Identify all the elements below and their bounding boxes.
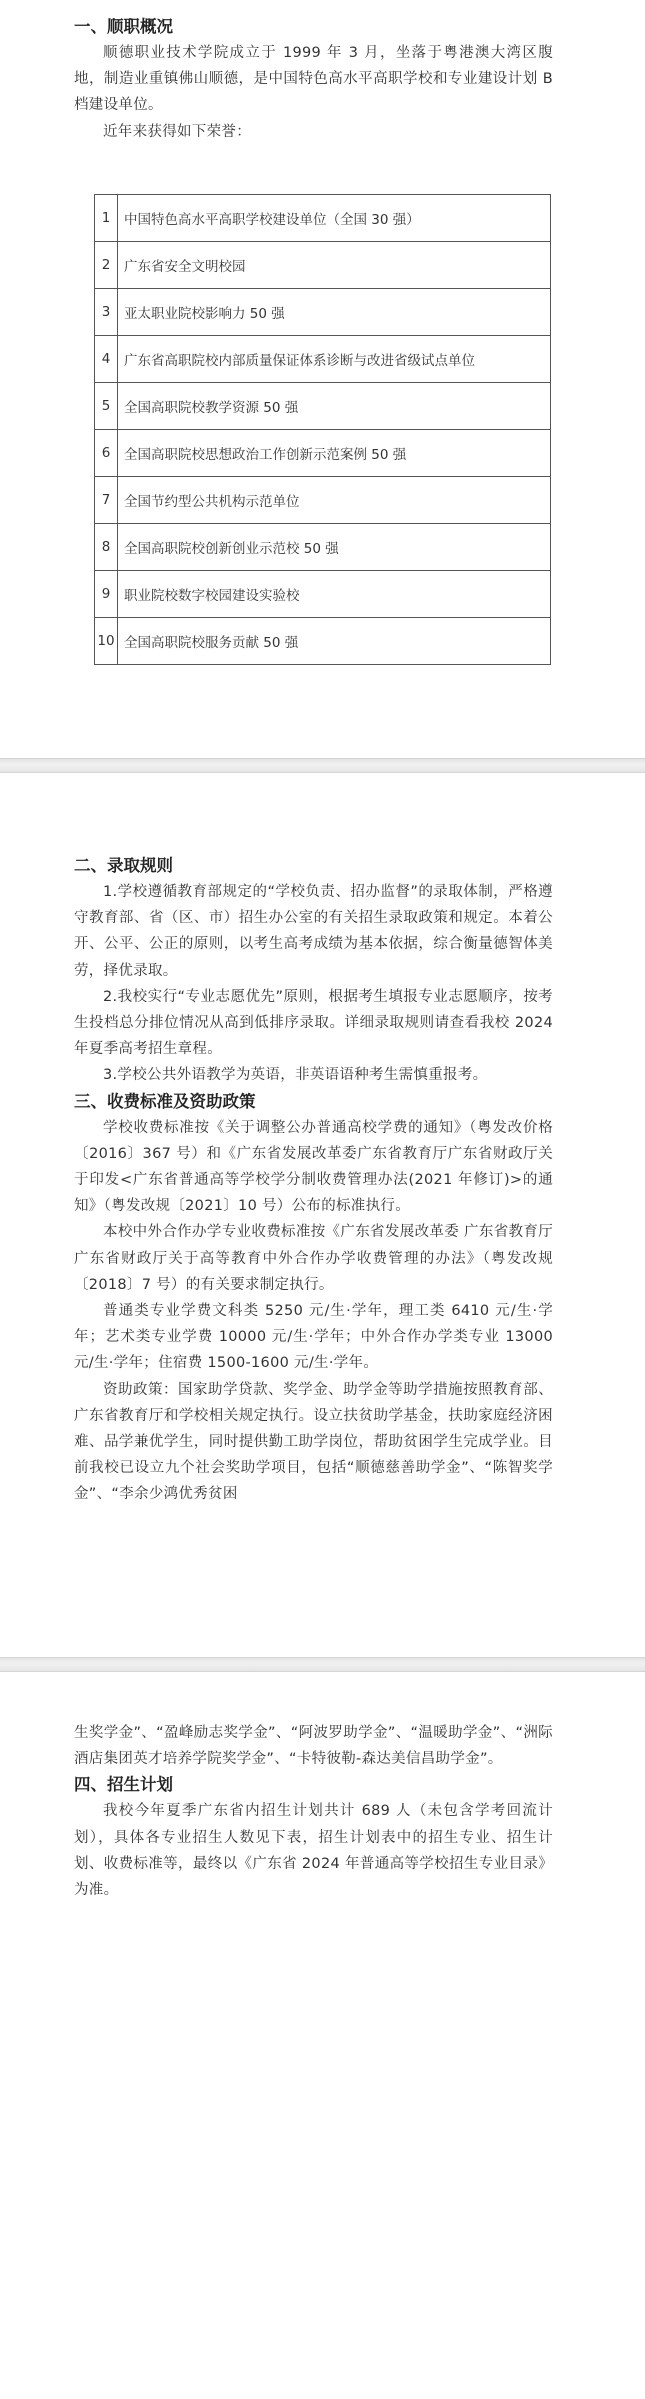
honor-number: 2	[95, 242, 118, 289]
honor-text: 广东省高职院校内部质量保证体系诊断与改进省级试点单位	[118, 336, 551, 383]
section-2-paragraph-3: 3.学校公共外语教学为英语，非英语语种考生需慎重报考。	[103, 1067, 488, 1084]
honor-number: 3	[95, 289, 118, 336]
table-row	[95, 383, 551, 430]
honor-number: 10	[95, 618, 118, 665]
section-3-paragraph-4: 资助政策：国家助学贷款、奖学金、助学金等助学措施按照教育部、广东省教育厅和学校相关规定执行。设立扶贫助学基金，扶助家庭经济困难、品学兼优学生，同时提供勤工助学岗位，帮助贫困学生完成学业。目前我校已设立九个社会奖助学项目，包括“顺德慈善助学金”、“陈智奖学金”、“李余少鸿优秀贫困	[74, 1381, 553, 1503]
section-3-paragraph-3: 普通类专业学费文科类 5250 元/生·学年，理工类 6410 元/生·学年；艺术类专业学费 10000 元/生·学年；中外合作办学类专业 13000 元/生·学年；住宿费 1500-1600 元/生·学年。	[74, 1303, 553, 1372]
document-page-3	[0, 1672, 645, 2399]
honors-table	[94, 194, 551, 665]
honor-number: 8	[95, 524, 118, 571]
section-3-paragraph-1: 学校收费标准按《关于调整公办普通高校学费的通知》（粤发改价格〔2016〕367 号）和《广东省发展改革委广东省教育厅广东省财政厅关于印发<广东省普通高等学校学分制收费管理办法(2021 年修订)>的通知》（粤发改规〔2021〕10 号）公布的标准执行。	[74, 1119, 553, 1215]
page-separator	[0, 1657, 645, 1672]
honor-text: 全国高职院校创新创业示范校 50 强	[118, 524, 551, 571]
honor-number: 9	[95, 571, 118, 618]
table-row	[95, 242, 551, 289]
document-page-1	[0, 0, 645, 758]
honor-text: 全国高职院校服务贡献 50 强	[118, 618, 551, 665]
section-3-continued	[74, 1720, 553, 1903]
section-3-paragraph-4-continued: 生奖学金”、“盈峰励志奖学金”、“阿波罗助学金”、“温暖助学金”、“洲际酒店集团英才培养学院奖学金”、“卡特彼勒-森达美信昌助学金”。	[74, 1725, 553, 1768]
honor-number: 5	[95, 383, 118, 430]
table-row	[95, 289, 551, 336]
honor-number: 7	[95, 477, 118, 524]
section-2-title: 二、录取规则	[74, 856, 173, 875]
table-row	[95, 195, 551, 242]
section-3-paragraph-2: 本校中外合作办学专业收费标准按《广东省发展改革委 广东省教育厅 广东省财政厅关于高等教育中外合作办学收费管理的办法》（粤发改规〔2018〕7 号）的有关要求制定执行。	[74, 1224, 553, 1293]
honor-text: 全国高职院校教学资源 50 强	[118, 383, 551, 430]
table-row	[95, 618, 551, 665]
honor-text: 职业院校数字校园建设实验校	[118, 571, 551, 618]
section-1-paragraph-2: 近年来获得如下荣誉：	[103, 123, 251, 140]
section-1-paragraph-1: 顺德职业技术学院成立于 1999 年 3 月，坐落于粤港澳大湾区腹地，制造业重镇佛山顺德，是中国特色高水平高职学校和专业建设计划 B 档建设单位。	[74, 45, 553, 114]
table-row	[95, 524, 551, 571]
document-page-2	[0, 773, 645, 1657]
section-1-title: 一、顺职概况	[74, 17, 173, 36]
section-3-title: 三、收费标准及资助政策	[74, 1091, 256, 1111]
honor-number: 4	[95, 336, 118, 383]
section-2-paragraph-1: 1.学校遵循教育部规定的“学校负责、招办监督”的录取体制，严格遵守教育部、省（区、市）招生办公室的有关招生录取政策和规定。本着公开、公平、公正的原则，以考生高考成绩为基本依据，综合衡量德智体美劳，择优录取。	[74, 884, 553, 979]
page-separator	[0, 758, 645, 773]
honor-text: 全国高职院校思想政治工作创新示范案例 50 强	[118, 430, 551, 477]
section-1	[74, 14, 553, 145]
section-2-paragraph-2: 2.我校实行“专业志愿优先”原则，根据考生填报专业志愿顺序，按考生投档总分排位情况从高到低排序录取。详细录取规则请查看我校 2024 年夏季高考招生章程。	[74, 988, 553, 1058]
honor-number: 1	[95, 195, 118, 242]
honor-text: 亚太职业院校影响力 50 强	[118, 289, 551, 336]
honor-text: 全国节约型公共机构示范单位	[118, 477, 551, 524]
table-row	[95, 430, 551, 477]
honor-text: 中国特色高水平高职学校建设单位（全国 30 强）	[118, 195, 551, 242]
section-4-title: 四、招生计划	[74, 1775, 173, 1795]
section-2	[74, 853, 553, 1508]
honor-number: 6	[95, 430, 118, 477]
honor-text: 广东省安全文明校园	[118, 242, 551, 289]
section-4-paragraph-1: 我校今年夏季广东省内招生计划共计 689 人（未包含学考回流计划），具体各专业招生人数见下表，招生计划表中的招生专业、招生计划、收费标准等，最终以《广东省 2024 年普通高等学校招生专业目录》为准。	[74, 1803, 553, 1899]
table-row	[95, 571, 551, 618]
table-row	[95, 477, 551, 524]
table-row	[95, 336, 551, 383]
